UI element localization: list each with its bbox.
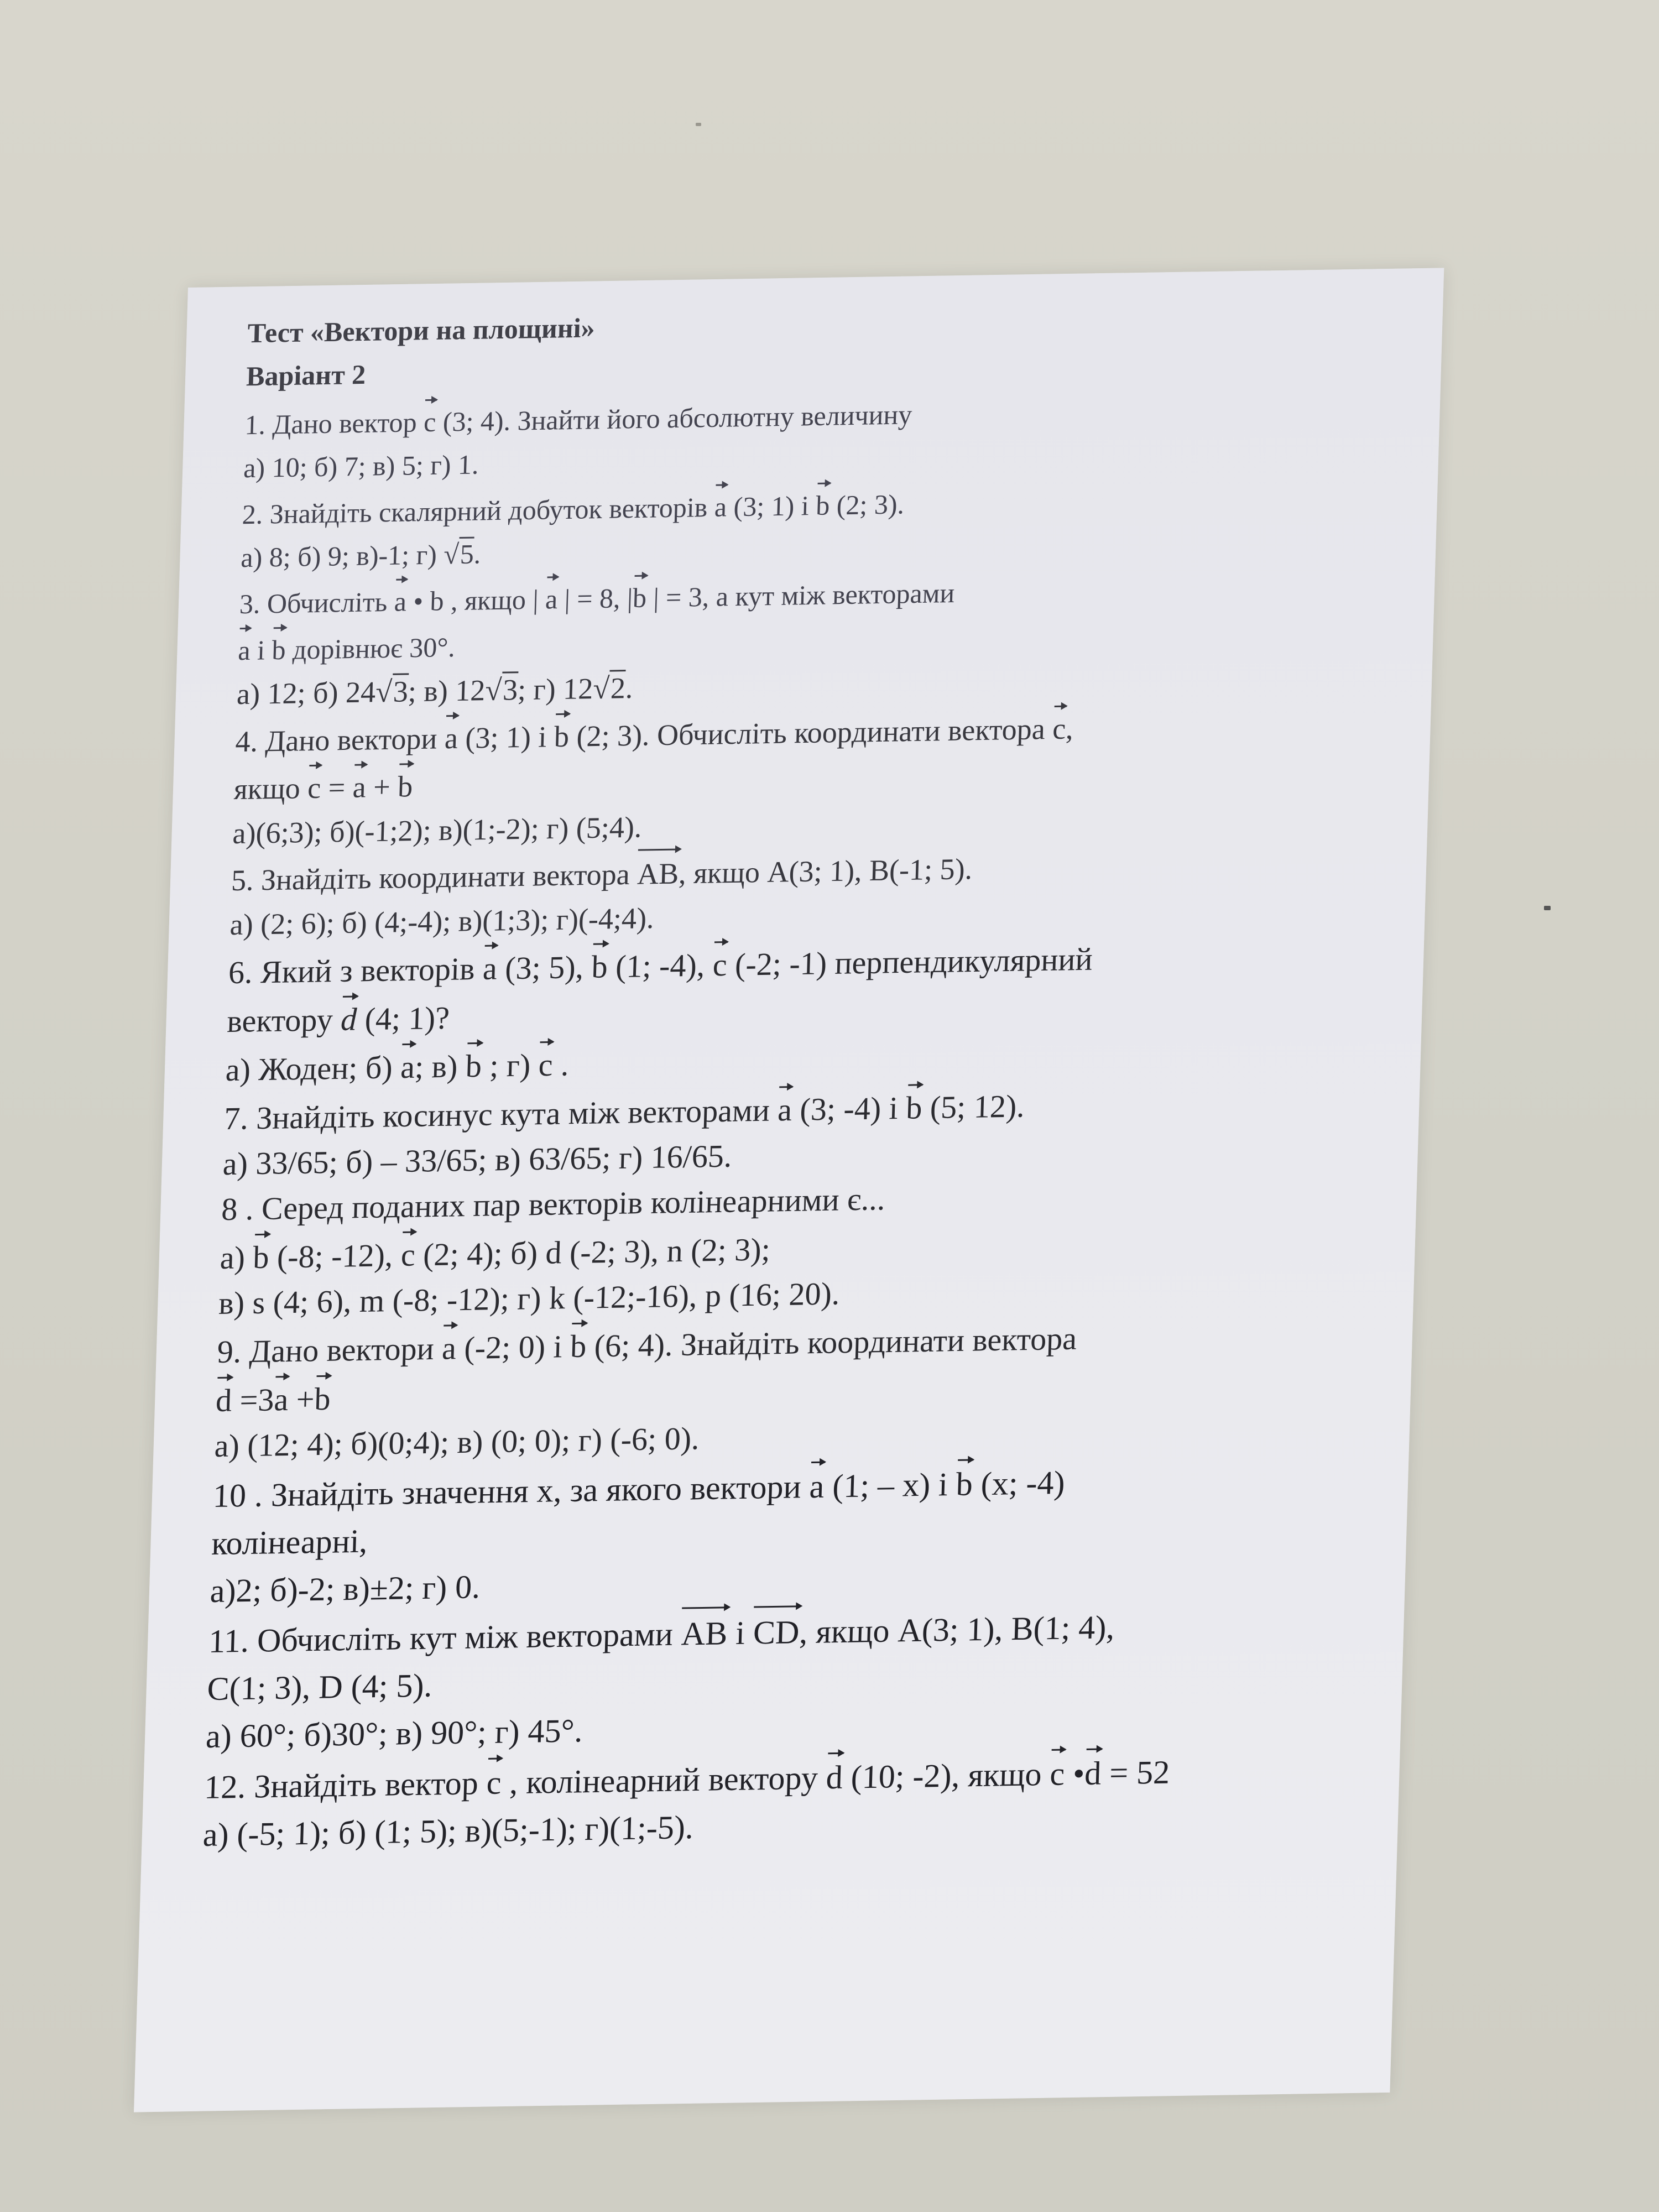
test-content <box>202 294 1388 1859</box>
question-text: (-2; -1) перпендикулярний <box>726 941 1093 983</box>
paper-sheet <box>134 268 1444 2112</box>
answers-7: а) 33/65; б) – 33/65; в) 63/65; г) 16/65. <box>222 1138 733 1182</box>
question-text: і <box>249 634 273 666</box>
question-text: (3; -4) і <box>791 1089 907 1128</box>
answers-12: а) (-5; 1); б) (1; 5); в)(5;-1); г)(1;-5). <box>202 1809 694 1853</box>
question-text: якщо <box>233 771 309 806</box>
segment-vector-ab: AB <box>637 848 680 896</box>
vector-b: b <box>272 625 287 671</box>
vector-b: b <box>570 1321 587 1369</box>
answer-text: ; г) <box>481 1047 539 1084</box>
question-text: 1. Дано вектор <box>244 406 425 441</box>
vector-b: b <box>397 761 414 808</box>
question-text: (1; – x) і <box>823 1465 957 1505</box>
answer-text: а) 12; б) 24√ <box>236 675 393 711</box>
question-text: (2; 3). <box>829 488 905 521</box>
vector-b: b <box>554 711 570 759</box>
test-variant: Варіант 2 <box>246 358 367 392</box>
vector-a: a <box>444 713 459 760</box>
question-text: 10 . Знайдіть значення x, за якого вектори <box>212 1468 810 1514</box>
question-text: вектору <box>226 1001 342 1040</box>
question-text: | = 3, а кут між векторами <box>646 577 956 613</box>
vector-b: b <box>465 1040 483 1089</box>
answer-text: а) 8; б) 9; в)-1; г) √ <box>240 539 460 573</box>
table-speck <box>1544 906 1551 910</box>
question-text: (1; -4), <box>607 947 713 985</box>
segment-vector-cd: CD <box>753 1605 800 1656</box>
vector-c: c <box>307 763 322 810</box>
vector-a: a <box>441 1322 457 1371</box>
vector-a: a <box>714 482 728 528</box>
answers-11: а) 60°; б)30°; в) 90°; г) 45°. <box>205 1712 583 1755</box>
answer-text: (2; 4); б) d (-2; 3), n (2; 3); <box>414 1231 771 1273</box>
question-text: = <box>320 770 353 805</box>
question-text: , колінеарний вектору <box>500 1759 827 1801</box>
answer-text: а) Жоден; б) <box>225 1049 401 1088</box>
vector-d: d <box>826 1750 844 1801</box>
answer-text: . <box>473 538 482 570</box>
vector-c: c <box>538 1039 554 1088</box>
vector-a: a <box>400 1041 415 1090</box>
question-text: 9. Дано вектори <box>216 1330 443 1370</box>
question-11-line-2: C(1; 3), D (4; 5). <box>206 1667 433 1707</box>
vector-d: d <box>1084 1746 1102 1797</box>
question-text: 4. Дано вектори <box>234 722 445 759</box>
answers-8-line-2: в) s (4; 6), m (-8; -12); г) k (-12;-16), p (16; 20). <box>218 1275 841 1322</box>
answer-text: (-8; -12), <box>268 1237 401 1275</box>
radicand: 5 <box>458 537 474 570</box>
question-text: (3; 4). Знайти його абсолютну величину <box>435 399 913 437</box>
table-speck <box>696 123 701 126</box>
answers-4: а)(6;3); б)(-1;2); в)(1;-2); г) (5;4). <box>232 810 643 851</box>
question-text: (4; 1)? <box>356 999 450 1037</box>
question-text: (-2; 0) і <box>456 1328 571 1366</box>
answers-1: а) 10; б) 7; в) 5; г) 1. <box>243 448 479 484</box>
question-text: + <box>288 1381 315 1417</box>
question-text: =3 <box>231 1381 275 1418</box>
answer-text: ; в) 12√ <box>408 673 503 708</box>
answers-10: а)2; б)-2; в)±2; г) 0. <box>210 1568 481 1609</box>
vector-c: c <box>423 397 437 444</box>
question-text: + <box>365 770 399 804</box>
question-text: • b , якщо | <box>406 583 546 617</box>
vector-b: b <box>815 481 831 527</box>
vector-a: a <box>237 625 251 672</box>
question-text: = 52 <box>1100 1754 1171 1792</box>
vector-a: a <box>352 761 367 809</box>
vector-b: b <box>314 1373 331 1422</box>
question-10-line-2: колінеарні, <box>211 1522 368 1562</box>
vector-d: d <box>215 1375 233 1423</box>
question-text: (3; 1) і <box>457 720 555 755</box>
vector-a: a <box>545 574 559 620</box>
vector-b: b <box>905 1082 923 1130</box>
test-title: Тест «Вектори на площині» <box>247 312 596 349</box>
vector-c: c <box>486 1756 502 1807</box>
question-text: 6. Який з векторів <box>228 950 484 991</box>
question-text: 12. Знайдіть вектор <box>204 1764 487 1806</box>
question-text: (x; -4) <box>972 1464 1066 1503</box>
vector-b: b <box>591 941 609 989</box>
question-text: 7. Знайдіть косинус кута між векторами <box>223 1092 779 1137</box>
question-text: (3; 5), <box>496 948 592 987</box>
vector-a: a <box>808 1459 825 1510</box>
question-text: , якщо A(3; 1), B(-1; 5). <box>678 852 973 890</box>
radicand: 3 <box>501 671 518 706</box>
question-text: дорівнює 30°. <box>285 632 456 665</box>
answer-text: ; г) 12√ <box>517 671 610 707</box>
radicand: 2 <box>609 670 626 705</box>
question-text: (6; 4). Знайдіть координати вектора <box>586 1320 1078 1364</box>
answer-text: . <box>625 671 634 705</box>
question-text: (10; -2), якщо <box>842 1755 1051 1796</box>
question-text: | = 8, | <box>557 582 633 615</box>
vector-d: d <box>340 993 358 1042</box>
answer-text: . <box>552 1046 570 1083</box>
question-8: 8 . Серед поданих пар векторів колінеарними є... <box>221 1181 886 1228</box>
radicand: 3 <box>392 673 409 708</box>
vector-a: a <box>777 1084 792 1133</box>
question-text: 2. Знайдіть скалярний добуток векторів <box>241 491 715 530</box>
question-text: • <box>1064 1755 1086 1792</box>
segment-vector-ab: AB <box>681 1606 728 1657</box>
question-text: (2; 3). Обчисліть координати вектора <box>568 712 1053 753</box>
vector-b: b <box>252 1232 270 1280</box>
vector-a: a <box>482 943 498 992</box>
vector-c: c <box>400 1229 416 1278</box>
question-text: і <box>727 1614 754 1652</box>
question-text: (3; 1) і <box>726 489 817 523</box>
vector-b: b <box>956 1457 974 1507</box>
question-text: , <box>1065 712 1074 745</box>
vector-c: c <box>1049 1747 1065 1798</box>
answer-text: а) <box>219 1239 254 1276</box>
vector-c: c <box>1052 703 1067 751</box>
question-text: (5; 12). <box>921 1088 1025 1126</box>
question-text: 3. Обчисліть <box>239 586 395 620</box>
answers-5: а) (2; 6); б) (4;-4); в)(1;3); г)(-4;4). <box>229 901 655 942</box>
vector-b: b <box>632 573 648 619</box>
question-text: 11. Обчисліть кут між векторами <box>208 1615 682 1660</box>
vector-a: a <box>394 576 408 623</box>
vector-a: a <box>273 1374 289 1422</box>
answers-9: а) (12; 4); б)(0;4); в) (0; 0); г) (-6; 0). <box>213 1420 700 1464</box>
answer-text: ; в) <box>414 1048 466 1085</box>
question-text: , якщо A(3; 1), B(1; 4), <box>799 1609 1115 1651</box>
vector-c: c <box>712 939 728 988</box>
question-text: 5. Знайдіть координати вектора <box>231 857 638 898</box>
